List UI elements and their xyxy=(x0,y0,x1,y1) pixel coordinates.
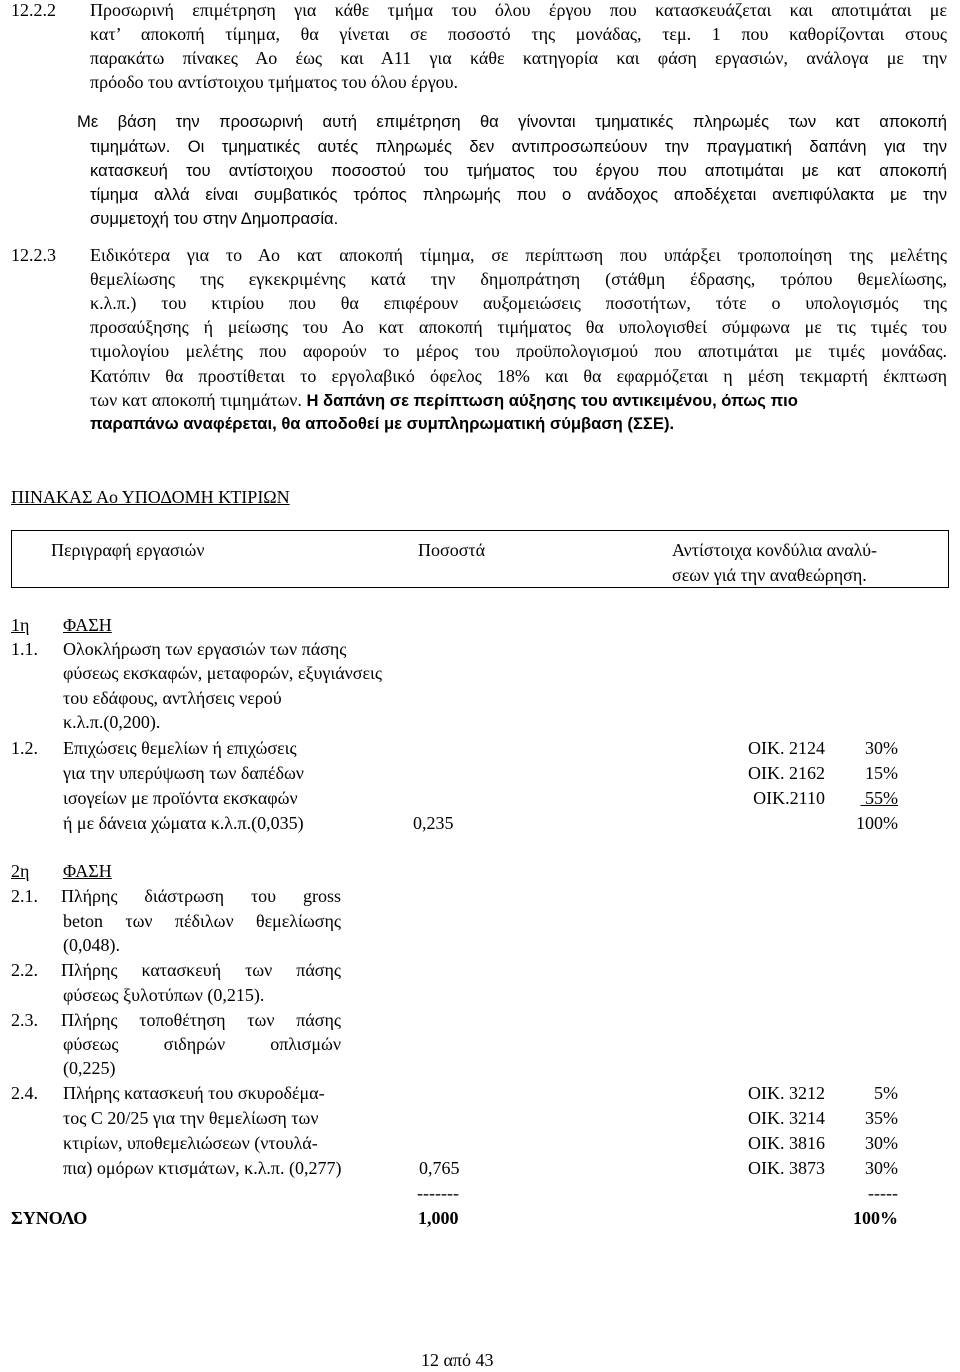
phase-1-share: 0,235 xyxy=(413,813,454,833)
paragraph-2-line-5: συμμετοχή του στην Δημοπρασία. xyxy=(90,209,339,228)
item-2-1-line-1: Πλήρης διάστρωση του gross xyxy=(61,886,341,906)
item-2-4-line-2: τος C 20/25 για την θεμελίωση των xyxy=(63,1108,319,1128)
item-2-3-line-1: Πλήρης τοποθέτηση των πάσης xyxy=(61,1010,341,1030)
item-2-2-line-2: φύσεως ξυλοτύπων (0,215). xyxy=(63,985,265,1005)
paragraph-2-line-3: κατασκευή του αντίστοιχου ποσοστού του τμήματος του έργου που αποτιμάται με κατ αποκοπή xyxy=(90,161,947,180)
phase-1-code-3: ΟΙΚ.2110 xyxy=(753,788,825,808)
phase-1-pct-3: 55% xyxy=(860,788,898,808)
phase-2-code-3: ΟΙΚ. 3816 xyxy=(748,1133,825,1153)
section-12-2-3-bold-2: παραπάνω αναφέρεται, θα αποδοθεί με συμπληρωματική σύμβαση (ΣΣΕ). xyxy=(90,414,675,433)
section-12-2-3-line-7 xyxy=(90,388,798,413)
section-12-2-3-line-2: θεμελίωσης της εγκεκριμένης κατά την δημοπράτηση (στάθμη έδρασης, τρόπου θεμελίωσης, xyxy=(90,269,947,289)
header-items-line-1: Αντίστοιχα κονδύλια αναλύ- xyxy=(672,540,877,560)
table-title: ΠΙΝΑΚΑΣ Αο ΥΠΟΔΟΜΗ ΚΤΙΡΙΩΝ xyxy=(11,487,290,507)
item-2-4-line-3: κτιρίων, υποθεμελιώσεων (ντουλά- xyxy=(63,1133,318,1153)
phase-1-code-2: ΟΙΚ. 2162 xyxy=(748,763,825,783)
section-12-2-2-line-3: παρακάτω πίνακες Αο έως και Α11 για κάθε κατηγορία και φάση εργασιών, ανάλογα με την xyxy=(90,48,947,68)
section-12-2-3-line-3: κ.λ.π.) του κτιρίου που θα επιφέρουν αυξομειώσεις ποσοτήτων, τότε ο υπολογισμός της xyxy=(90,293,947,313)
item-1-2-line-4: ή με δάνεια χώματα κ.λ.π.(0,035) xyxy=(63,813,304,833)
paragraph-2-line-4: τίμημα αλλά είναι συμβατικός τρόπος πληρωμής που ο ανάδοχος αποδέχεται ανεπιφύλακτα με την xyxy=(90,185,947,204)
phase-1-pct-1: 30% xyxy=(865,738,898,758)
section-12-2-2-line-2: κατ’ αποκοπή τίμημα, θα γίνεται σε ποσοστό της μονάδας, τεμ. 1 που καθορίζονται στους xyxy=(90,24,947,44)
item-2-3-line-2: φύσεως σιδηρών οπλισμών xyxy=(63,1034,341,1054)
item-2-1-line-2: beton των πέδιλων θεμελίωσης xyxy=(63,911,341,931)
total-label: ΣΥΝΟΛΟ xyxy=(11,1208,88,1228)
total-pct: 100% xyxy=(853,1208,898,1228)
total-share: 1,000 xyxy=(418,1208,459,1228)
header-percent: Ποσοστά xyxy=(418,540,486,560)
item-2-1-number: 2.1. xyxy=(11,886,38,906)
section-12-2-3-line-5: τιμολογίου μελέτης που αφορούν το μέρος του προϋπολογισμού που αποτιμάται με τιμές μονάδας. xyxy=(90,341,947,361)
share-dashes: ------- xyxy=(417,1183,459,1203)
item-1-2-line-1: Επιχώσεις θεμελίων ή επιχώσεις xyxy=(63,738,297,758)
phase-1-code-1: ΟΙΚ. 2124 xyxy=(748,738,825,758)
section-12-2-3-plain-end: των κατ αποκοπή τιμημάτων. xyxy=(90,390,302,410)
section-12-2-3-line-4: προσαύξησης ή μείωσης του Αο κατ αποκοπή τιμήματος θα υπολογισθεί σύμφωνα με τις τιμές του xyxy=(90,317,947,337)
item-1-1-line-4: κ.λ.π.(0,200). xyxy=(63,712,161,732)
section-number-12-2-2: 12.2.2 xyxy=(11,0,56,20)
section-number-12-2-3: 12.2.3 xyxy=(11,245,56,265)
item-1-2-line-3: ισογείων με προϊόντα εκσκαφών xyxy=(63,788,298,808)
item-1-1-line-2: φύσεως εκσκαφών, μεταφορών, εξυγιάνσεις xyxy=(63,663,383,683)
paragraph-2-line-2: τιμημάτων. Οι τμηματικές αυτές πληρωμές δεν αντιπροσωπεύουν την πραγματική δαπάνη για την xyxy=(90,137,947,156)
item-2-4-line-4: πια) ομόρων κτισμάτων, κ.λ.π. (0,277) xyxy=(63,1158,342,1178)
phase-1-label: 1η xyxy=(11,615,30,635)
header-description: Περιγραφή εργασιών xyxy=(51,540,205,560)
item-1-1-line-3: του εδάφους, αντλήσεις νερού xyxy=(63,688,282,708)
section-12-2-3-line-1: Ειδικότερα για το Αο κατ αποκοπή τίμημα, σε περίπτωση που υπάρξει τροποποίηση της μελέτης xyxy=(90,245,947,265)
item-1-2-line-2: για την υπερύψωση των δαπέδων xyxy=(63,763,304,783)
item-1-1-line-1: Ολοκλήρωση των εργασιών των πάσης xyxy=(63,639,347,659)
item-1-2-number: 1.2. xyxy=(11,738,38,758)
phase-2-code-2: ΟΙΚ. 3214 xyxy=(748,1108,825,1128)
phase-2-label: 2η xyxy=(11,861,30,881)
phase-1-total-pct: 100% xyxy=(856,813,898,833)
item-2-4-number: 2.4. xyxy=(11,1083,38,1103)
item-2-4-line-1: Πλήρης κατασκευή του σκυροδέμα- xyxy=(63,1083,325,1103)
phase-1-title: ΦΑΣΗ xyxy=(63,615,112,635)
section-12-2-2-line-1: Προσωρινή επιμέτρηση για κάθε τμήμα του όλου έργου που κατασκευάζεται και αποτιμάται με xyxy=(90,0,947,20)
pct-dashes: ----- xyxy=(868,1183,898,1203)
item-2-3-number: 2.3. xyxy=(11,1010,38,1030)
item-2-2-line-1: Πλήρης κατασκευή των πάσης xyxy=(61,960,341,980)
phase-2-pct-3: 30% xyxy=(865,1133,898,1153)
item-2-1-line-3: (0,048). xyxy=(63,935,120,955)
phase-2-title: ΦΑΣΗ xyxy=(63,861,112,881)
phase-2-pct-2: 35% xyxy=(865,1108,898,1128)
section-12-2-3-bold-1: Η δαπάνη σε περίπτωση αύξησης του αντικειμένου, όπως πιο xyxy=(306,391,798,410)
page-number: 12 από 43 xyxy=(421,1350,494,1370)
section-12-2-2-line-4: πρόοδο του αντίστοιχου τμήματος του όλου έργου. xyxy=(90,72,459,92)
phase-2-code-4: ΟΙΚ. 3873 xyxy=(748,1158,825,1178)
item-2-2-number: 2.2. xyxy=(11,960,38,980)
paragraph-2-line-1: Με βάση την προσωρινή αυτή επιμέτρηση θα γίνονται τμηματικές πληρωμές των κατ αποκοπή xyxy=(77,112,947,131)
item-2-3-line-3: (0,225) xyxy=(63,1058,116,1078)
phase-2-code-1: ΟΙΚ. 3212 xyxy=(748,1083,825,1103)
section-12-2-3-line-6: Κατόπιν θα προστίθεται το εργολαβικό όφελος 18% και θα εφαρμόζεται η μέση τεκμαρτή έκπτωση xyxy=(90,366,947,386)
phase-2-share: 0,765 xyxy=(419,1158,460,1178)
phase-2-pct-4: 30% xyxy=(865,1158,898,1178)
item-1-1-number: 1.1. xyxy=(11,639,38,659)
phase-2-pct-1: 5% xyxy=(874,1083,898,1103)
header-items-line-2: σεων γιά την αναθεώρηση. xyxy=(672,565,867,585)
phase-1-pct-2: 15% xyxy=(865,763,898,783)
